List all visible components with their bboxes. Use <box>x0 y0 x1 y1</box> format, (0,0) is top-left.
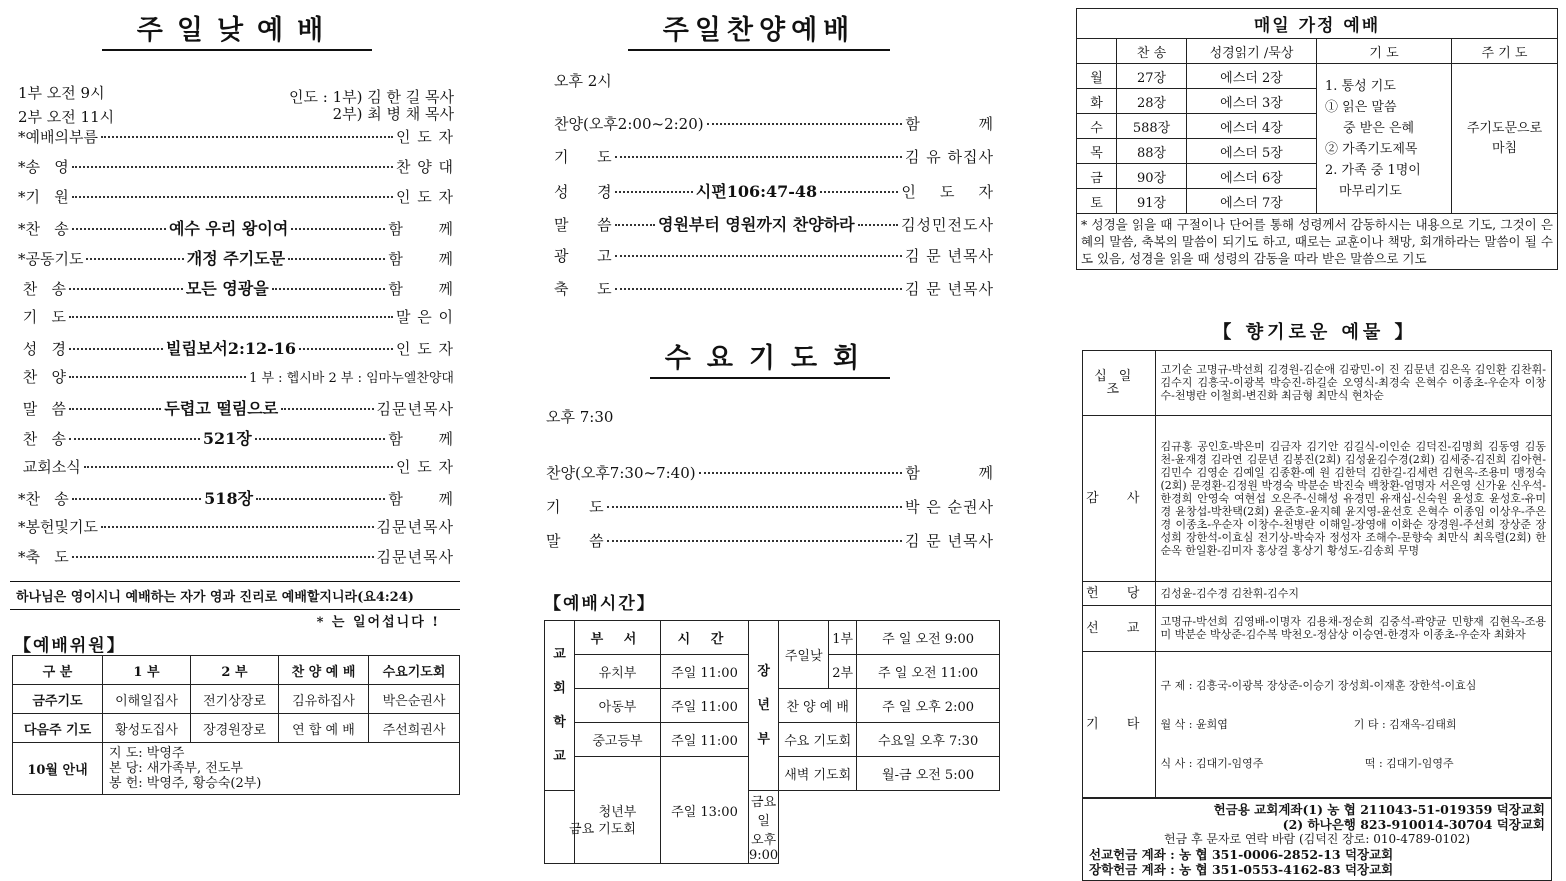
school-cell: 아동부 <box>575 689 661 723</box>
prayer-line: ① 읽은 말씀 <box>1325 99 1397 115</box>
order-item <box>18 216 454 239</box>
leader-dots <box>72 166 393 168</box>
leader-dots <box>69 376 246 378</box>
order-leader: 함 께 <box>388 250 454 268</box>
offering-label: 감 사 <box>1083 415 1155 581</box>
order-label: 성 경 <box>18 340 67 358</box>
adult-cell: 금요일 오후 9:00 <box>749 791 779 864</box>
scripture-verse: 하나님은 영이시니 예배하는 자가 영과 진리로 예배할지니라(요4:24) <box>10 581 460 610</box>
order-leader: 함 께 <box>388 220 455 238</box>
committee-header-row <box>13 656 460 685</box>
praise-worship-title: 주일찬양예배 <box>628 8 890 51</box>
daily-hymn: 91장 <box>1117 189 1187 214</box>
daily-day: 목 <box>1077 139 1117 164</box>
leader-dots <box>72 228 166 230</box>
october-line: 지 도: 박영주 <box>109 746 185 761</box>
committee-cell: 주선희권사 <box>369 714 460 743</box>
order-label: 기 도 <box>546 498 604 516</box>
order-content: 예수 우리 왕이여 <box>168 219 289 238</box>
order-item <box>18 126 454 147</box>
school-cell: 유치부 <box>575 655 661 689</box>
order-label: *봉헌및기도 <box>18 518 98 536</box>
offering-row <box>1083 415 1551 581</box>
order-label: 성 경 <box>554 183 612 201</box>
service-2-time: 2부 오전 11시 <box>18 108 115 126</box>
order-content: 영원부터 영원까지 찬양하라 <box>658 215 855 234</box>
sunday-worship-column <box>10 0 460 806</box>
order-leader: 말 은 이 <box>395 308 454 326</box>
order-label: *공동기도 <box>18 250 84 268</box>
school-cell: 중고등부 <box>575 723 661 757</box>
daily-reading: 에스더 5장 <box>1187 139 1317 164</box>
order-content: 빌립보서2:12-16 <box>166 339 297 358</box>
leader-dots <box>615 156 902 158</box>
order-item <box>18 426 454 449</box>
committee-header: 1 부 <box>103 656 191 685</box>
committee-row <box>13 685 460 714</box>
order-leader: 함 께 <box>388 430 455 448</box>
daily-reading: 에스더 2장 <box>1187 64 1317 89</box>
order-leader: 김 문 년목사 <box>905 280 994 298</box>
lords-prayer-note: 주기도문으로 마침 <box>1452 64 1558 214</box>
leader-dots <box>72 556 374 558</box>
order-leader: 함 께 <box>905 464 994 482</box>
order-item <box>18 366 454 387</box>
daily-hymn: 28장 <box>1117 89 1187 114</box>
order-item <box>546 462 994 483</box>
leader-dots <box>699 472 903 474</box>
adult-cell: 수요일 오후 7:30 <box>857 723 1000 757</box>
leader-2: 2부) 최 병 채 목사 <box>332 105 454 123</box>
adult-label <box>749 621 779 791</box>
order-content: 1 부 : 헵시바 2 부 : 임마누엘찬양대 <box>249 371 454 386</box>
order-content: 518장 <box>204 489 254 508</box>
order-label: *송 영 <box>18 158 69 176</box>
daily-reading: 에스더 7장 <box>1187 189 1317 214</box>
prayer-line: 2. 가족 중 1명이 <box>1325 162 1421 178</box>
order-content: 521장 <box>202 429 252 448</box>
order-item <box>554 245 994 266</box>
order-label: *찬 송 <box>18 490 69 508</box>
order-item <box>18 276 454 299</box>
leader-dots <box>72 196 393 198</box>
order-label: 기 도 <box>554 148 612 166</box>
committee-row <box>13 714 460 743</box>
order-leader: 김 문 년목사 <box>905 532 994 550</box>
october-row <box>13 743 460 795</box>
offering-label: 십일조 <box>1083 351 1155 415</box>
prayer-line: ② 가족기도제목 <box>1325 141 1418 157</box>
order-label: 광 고 <box>554 247 612 265</box>
order-label: 찬양(오후2:00~2:20) <box>554 115 704 133</box>
leader-dots <box>101 526 374 528</box>
daily-day: 토 <box>1077 189 1117 214</box>
scholarship-account: 장학헌금 계좌 : 농 협 351-0553-4162-83 덕장교회 <box>1089 861 1394 877</box>
committee-header: 수요기도회 <box>369 656 460 685</box>
leader-dots <box>69 348 163 350</box>
daily-title-row <box>1077 9 1558 39</box>
order-item <box>18 336 454 359</box>
account-info <box>1083 798 1551 880</box>
praise-worship-time: 오후 2시 <box>554 72 612 90</box>
leader-dots <box>615 288 902 290</box>
daily-hymn: 588장 <box>1117 114 1187 139</box>
mission-account: 선교헌금 계좌 : 농 협 351-0006-2852-13 덕장교회 <box>1089 846 1394 862</box>
offering-label: 헌 당 <box>1083 581 1155 605</box>
worship-committee-heading: 【예배위원】 <box>14 636 126 656</box>
daily-worship-table <box>1076 8 1558 270</box>
school-cell: 주일 11:00 <box>661 655 749 689</box>
october-info <box>103 743 460 795</box>
school-label-text: 교회학교 <box>553 646 566 764</box>
offering-names: 김성윤-김수경 김찬휘-김수지 <box>1155 581 1551 605</box>
order-leader: 찬 양 대 <box>395 158 454 176</box>
schedule-heading: 【예배시간】 <box>544 594 656 614</box>
daily-worship-title: 매일 가정 예배 <box>1077 9 1558 39</box>
adult-cell: 수요 기도회 <box>779 723 857 757</box>
leader-dots <box>615 255 902 257</box>
order-item <box>554 278 994 299</box>
committee-header: 2 부 <box>191 656 279 685</box>
leader-dots <box>281 408 373 410</box>
leader-dots <box>69 408 161 410</box>
order-label: *예배의부름 <box>18 128 98 146</box>
order-label: *축 도 <box>18 548 69 566</box>
offering-label: 기 타 <box>1083 651 1155 797</box>
leader-dots <box>72 498 201 500</box>
order-leader: 인 도 자 <box>395 340 454 358</box>
leader-dots <box>607 506 902 508</box>
leader-dots <box>615 191 693 193</box>
offering-row <box>1083 581 1551 605</box>
order-leader: 인 도 자 <box>395 188 454 206</box>
adult-cell: 주 일 오후 2:00 <box>857 689 1000 723</box>
daily-header <box>1077 39 1117 64</box>
leader-dots <box>291 228 385 230</box>
leader-dots <box>858 224 898 226</box>
daily-day: 금 <box>1077 164 1117 189</box>
order-item <box>18 396 454 419</box>
offering-row <box>1083 351 1551 415</box>
praise-worship-column <box>540 0 1000 863</box>
leader-dots <box>69 288 183 290</box>
leader-1: 인도 : 1부) 김 한 길 목사 <box>289 88 454 106</box>
daily-hymn: 88장 <box>1117 139 1187 164</box>
sunday-label: 주일낮 <box>779 621 829 689</box>
order-content: 두렵고 떨림으로 <box>164 399 279 418</box>
order-label: 찬 송 <box>18 280 67 298</box>
committee-header: 찬 양 예 배 <box>279 656 369 685</box>
leader-dots <box>86 258 183 260</box>
adult-cell: 찬 양 예 배 <box>779 689 857 723</box>
school-label <box>545 621 575 791</box>
order-item <box>18 306 454 327</box>
offerings-box <box>1082 350 1552 881</box>
order-content: 시편106:47-48 <box>695 182 818 201</box>
order-item <box>554 146 994 167</box>
order-label: 찬 양 <box>18 368 67 386</box>
leader-dots <box>69 316 393 318</box>
offering-row <box>1083 651 1551 797</box>
order-item <box>18 486 454 509</box>
daily-header: 찬 송 <box>1117 39 1187 64</box>
wednesday-prayer-title: 수요기도회 <box>650 336 890 379</box>
schedule-header: 부 서 <box>575 621 661 655</box>
order-item <box>554 113 994 134</box>
daily-prayer-guide <box>1317 64 1452 214</box>
offering-names: 김규홍 공인호-박은미 김금자 김기안 김길식-이인순 김덕진-김명희 김동영 김동천-윤재경 김라연 김문년 김봉진(2회) 김성윤김수경(2회) 김세중-김진희 김아현-김민수 김영순 김예일 김종환-예 원 김한덕 김한길-김세련 김현옥-조용미 맹정숙(2회) 문경환-김정원 박경숙 박분순 박진숙 백창환-엄명자 서은영 신가윤 신우석-한경희 안영숙 여현섭 오은주-신해성 유경민 유재십-신숙원 윤성호 윤성호-유미경 윤창섭-박찬택(2회) 윤준호-윤지혜 윤지영-윤선호 은혁수 이종임 이상우-주은경 이종초-우순자 이창수-천병란 이해일-장영애 이화순 장경원-주선희 장상준 장성희 장한석-이효심 전기상-박숙자 정성자 조해수-문향숙 최만식 최옥렬(2회) 한순옥 한일환-김미자 홍상걸 홍상기 황성도-김송희 무명 <box>1155 415 1551 581</box>
prayer-line: 1. 통성 기도 <box>1325 78 1396 94</box>
order-label: 찬 송 <box>18 430 67 448</box>
committee-cell: 전기상장로 <box>191 685 279 714</box>
offering-label: 선 교 <box>1083 605 1155 651</box>
adult-cell: 1부 <box>829 621 857 655</box>
adult-cell: 주 일 오전 9:00 <box>857 621 1000 655</box>
order-label: 찬양(오후7:30~7:40) <box>546 464 696 482</box>
offering-names: 고명규-박선희 김영배-이명자 김용채-정순희 김중석-곽양균 민향재 김현옥-조용미 박분순 박상준-김수복 박천오-정삼상 이승연-한경자 이종초-우순자 최화자 <box>1155 605 1551 651</box>
daily-reading: 에스더 3장 <box>1187 89 1317 114</box>
schedule-header-row <box>545 621 1000 655</box>
order-label: 말 씀 <box>554 216 612 234</box>
order-leader: 인 도 자 <box>901 183 995 201</box>
committee-cell: 연 합 예 배 <box>279 714 369 743</box>
order-item <box>18 516 454 537</box>
order-item <box>18 546 454 567</box>
adult-cell: 주 일 오전 11:00 <box>857 655 1000 689</box>
october-line: 본 당: 새가족부, 전도부 <box>109 761 243 776</box>
leader-dots <box>101 136 393 138</box>
committee-cell: 황성도집사 <box>103 714 191 743</box>
daily-row <box>1077 64 1558 89</box>
leader-dots <box>256 498 385 500</box>
order-leader: 김문년목사 <box>376 518 454 536</box>
leader-dots <box>707 123 903 125</box>
order-leader: 김 유 하집사 <box>905 148 994 166</box>
leader-dots <box>820 191 898 193</box>
order-label: 교회소식 <box>18 458 81 476</box>
order-label: 말 씀 <box>18 400 67 418</box>
stand-note: * 는 일어섭니다 ! <box>316 615 440 630</box>
order-leader: 인 도 자 <box>395 128 454 146</box>
daily-day: 화 <box>1077 89 1117 114</box>
daily-hymn: 27장 <box>1117 64 1187 89</box>
service-1-time: 1부 오전 9시 <box>18 84 105 102</box>
sunday-worship-title: 주일낮예배 <box>102 8 372 51</box>
leader-dots <box>288 258 385 260</box>
school-cell: 주일 13:00 <box>661 757 749 864</box>
daily-reading: 에스더 4장 <box>1187 114 1317 139</box>
leader-dots <box>615 224 655 226</box>
order-leader: 박 은 순권사 <box>905 498 994 516</box>
daily-day: 수 <box>1077 114 1117 139</box>
order-leader: 함 께 <box>388 280 455 298</box>
leader-dots <box>299 348 393 350</box>
order-label: 말 씀 <box>546 532 604 550</box>
schedule-header: 시 간 <box>661 621 749 655</box>
prayer-line: 중 받은 은혜 <box>1343 120 1415 136</box>
daily-day: 월 <box>1077 64 1117 89</box>
leader-dots <box>607 540 902 542</box>
daily-hymn: 90장 <box>1117 164 1187 189</box>
offerings-table <box>1083 351 1551 798</box>
school-cell: 주일 11:00 <box>661 723 749 757</box>
offering-other-line: 구 제 : 김흥국-이광복 장상준-이승기 장성희-이재훈 장한석-이효심 <box>1160 678 1477 692</box>
order-leader: 함 께 <box>388 490 454 508</box>
committee-cell: 금주기도 <box>13 685 103 714</box>
schedule-table <box>544 620 1000 864</box>
account-1: 헌금용 교회계좌(1) 농 협 211043-51-019359 덕장교회 <box>1213 801 1545 817</box>
offerings-heading: 【 향기로운 예물 】 <box>1213 322 1417 343</box>
order-leader: 김문년목사 <box>376 400 454 418</box>
order-label: 축 도 <box>554 280 612 298</box>
order-content: 개정 주기도문 <box>186 249 286 268</box>
daily-note: * 성경을 읽을 때 구절이나 단어를 통해 성령께서 감동하시는 내용으로 기도, 그것이 은혜의 말씀, 축복의 말씀이 되기도 하고, 때로는 교훈이나 책망, 회개하라는 말씀이 될 수도 있음, 성경을 읽을 때 성령의 감동을 따라 받은 말씀으로 기도 <box>1077 214 1558 270</box>
order-item <box>554 212 994 235</box>
order-item <box>546 530 994 551</box>
account-2: (2) 하나은행 823-910014-30704 덕장교회 <box>1282 816 1545 832</box>
leader-dots <box>84 466 393 468</box>
order-leader: 함 께 <box>905 115 994 133</box>
daily-reading: 에스더 6장 <box>1187 164 1317 189</box>
order-leader: 김 문 년목사 <box>905 247 994 265</box>
wednesday-prayer-time: 오후 7:30 <box>546 408 614 426</box>
committee-cell: 장경원장로 <box>191 714 279 743</box>
worship-committee-table <box>12 655 460 795</box>
order-item <box>18 186 454 207</box>
order-leader: 인 도 자 <box>395 458 454 476</box>
committee-cell: 이해일집사 <box>103 685 191 714</box>
daily-header-row <box>1077 39 1558 64</box>
contact-note: 헌금 후 문자로 연락 바람 (김덕진 장로: 010-4789-0102) <box>1163 831 1471 846</box>
order-label: *찬 송 <box>18 220 69 238</box>
order-content: 모든 영광을 <box>185 279 269 298</box>
offering-names: 고기순 고명규-박선희 김경원-김순애 김광민-이 진 김문년 김은옥 김인환 김찬휘-김수지 김흥국-이광복 박승진-하길순 오영식-최경숙 은혁수 이종초-우순자 이창수-천병란 이철희-변진화 최금형 최만식 현차순 <box>1155 351 1551 415</box>
order-item <box>554 179 994 202</box>
daily-header: 주 기 도 <box>1452 39 1558 64</box>
leader-dots <box>272 288 386 290</box>
adult-cell: 월-금 오전 5:00 <box>857 757 1000 791</box>
adult-cell: 2부 <box>829 655 857 689</box>
order-item <box>546 496 994 517</box>
offering-other-line: 월 삭 : 윤희엽 기 타 : 김재옥-김태희 <box>1160 717 1457 731</box>
school-cell: 주일 11:00 <box>661 689 749 723</box>
october-line: 봉 헌: 박영주, 황승숙(2부) <box>109 776 262 791</box>
october-label: 10월 안내 <box>13 743 103 795</box>
offering-other <box>1155 651 1551 797</box>
order-item <box>18 246 454 269</box>
committee-header: 구 분 <box>13 656 103 685</box>
committee-cell: 박은순권사 <box>369 685 460 714</box>
adult-cell: 새벽 기도회 <box>779 757 857 791</box>
order-item <box>18 156 454 177</box>
leader-dots <box>255 438 386 440</box>
offering-row <box>1083 605 1551 651</box>
school-cell: 청년부 <box>575 757 661 864</box>
prayer-line: 마무리기도 <box>1339 183 1402 199</box>
order-leader: 김문년목사 <box>376 548 454 566</box>
daily-offering-column <box>1072 0 1558 877</box>
daily-header: 성경읽기 /묵상 <box>1187 39 1317 64</box>
committee-cell: 다음주 기도 <box>13 714 103 743</box>
order-label: *기 원 <box>18 188 69 206</box>
offering-other-line: 식 사 : 김대기-임영주 떡 : 김대기-임영주 <box>1160 756 1454 770</box>
daily-note-row <box>1077 214 1558 270</box>
order-label: 기 도 <box>18 308 67 326</box>
leader-dots <box>69 438 200 440</box>
daily-header: 기 도 <box>1317 39 1452 64</box>
adult-cell: 금요 기도회 <box>545 791 661 864</box>
order-leader: 김성민전도사 <box>901 216 995 234</box>
committee-cell: 김유하집사 <box>279 685 369 714</box>
order-item <box>18 456 454 477</box>
adult-label-text: 장년부 <box>757 663 770 747</box>
